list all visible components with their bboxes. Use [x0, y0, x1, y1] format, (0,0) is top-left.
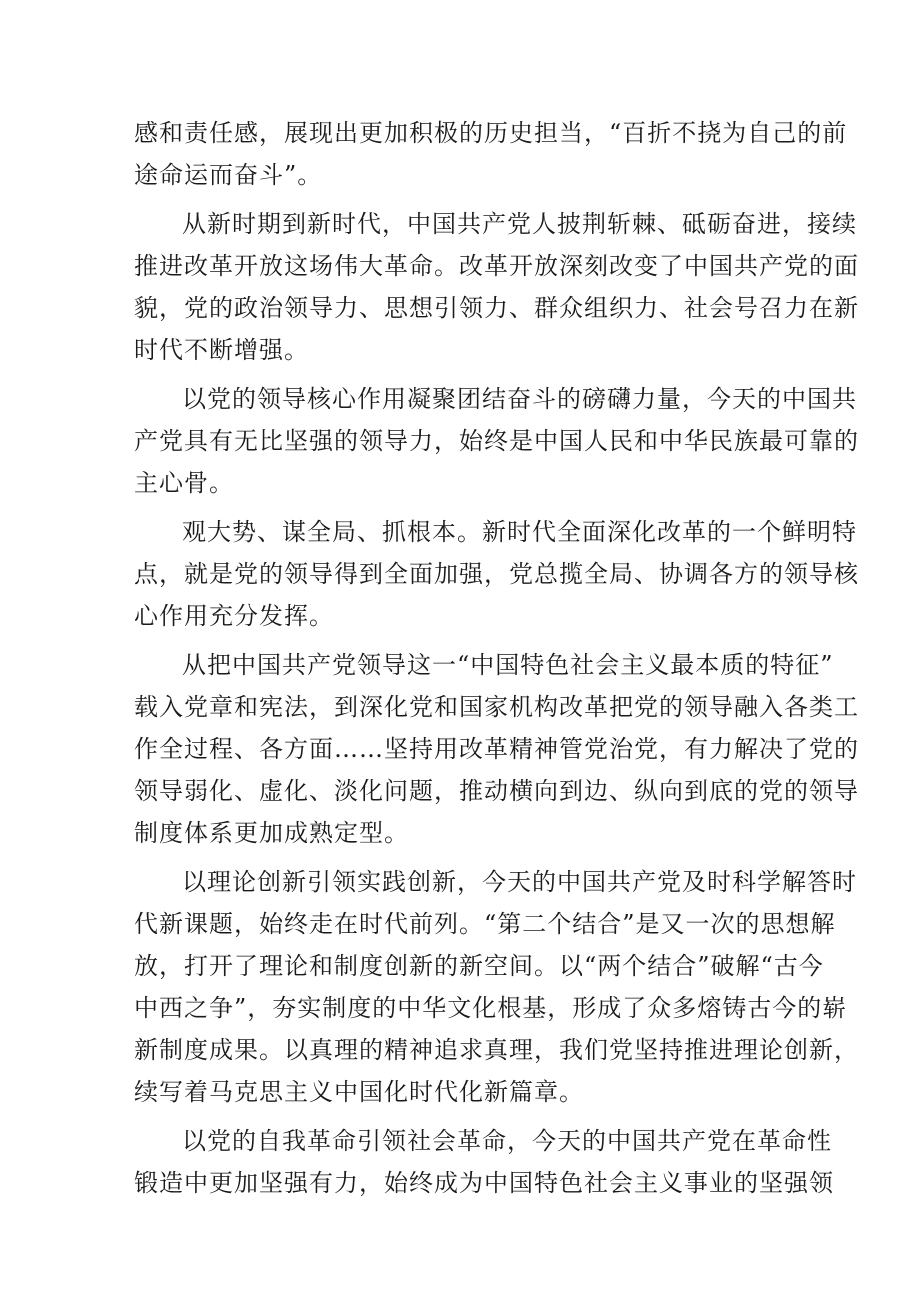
body-text [134, 112, 859, 1211]
text-line: 制度体系更加成熟定型。 [134, 819, 409, 847]
text-line: 续写着马克思主义中国化时代化新篇章。 [134, 1078, 584, 1106]
text-line: 感和责任感，展现出更加积极的历史担当，“百折不挠为自己的前 [134, 119, 848, 147]
text-line: 放，打开了理论和制度创新的新空间。以“两个结合”破解“古今 [134, 952, 824, 980]
text-line: 从新时期到新时代，中国共产党人披荆斩棘、砥砺奋进，接续 [182, 210, 857, 238]
text-line: 以党的领导核心作用凝聚团结奋斗的磅礴力量，今天的中国共 [182, 385, 857, 413]
paragraph [134, 861, 859, 1113]
text-line: 代新课题，始终走在时代前列。“第二个结合”是又一次的思想解 [134, 910, 836, 938]
text-line: 推进改革开放这场伟大革命。改革开放深刻改变了中国共产党的面 [134, 252, 859, 280]
text-line: 心作用充分发挥。 [134, 602, 334, 630]
text-line: 领导弱化、虚化、淡化问题，推动横向到边、纵向到底的党的领导 [134, 777, 859, 805]
text-line: 从把中国共产党领导这一“中国特色社会主义最本质的特征” [182, 651, 834, 679]
text-line: 作全过程、各方面……坚持用改革精神管党治党，有力解决了党的 [134, 735, 859, 763]
text-line: 新制度成果。以真理的精神追求真理，我们党坚持推进理论创新， [134, 1036, 859, 1064]
paragraph [134, 644, 859, 854]
text-line: 产党具有无比坚强的领导力，始终是中国人民和中华民族最可靠的 [134, 427, 859, 455]
text-line: 锻造中更加坚强有力，始终成为中国特色社会主义事业的坚强领 [134, 1169, 834, 1197]
paragraph [134, 203, 859, 371]
paragraph [134, 1120, 834, 1204]
paragraph [134, 378, 859, 504]
paragraph [134, 112, 848, 196]
text-line: 以党的自我革命引领社会革命，今天的中国共产党在革命性 [182, 1127, 832, 1155]
text-line: 点，就是党的领导得到全面加强，党总揽全局、协调各方的领导核 [134, 560, 859, 588]
text-line: 途命运而奋斗”。 [134, 161, 323, 189]
text-line: 以理论创新引领实践创新，今天的中国共产党及时科学解答时 [182, 868, 857, 896]
text-line: 主心骨。 [134, 469, 234, 497]
text-line: 观大势、谋全局、抓根本。新时代全面深化改革的一个鲜明特 [182, 518, 857, 546]
paragraph [134, 511, 859, 637]
text-line: 时代不断增强。 [134, 336, 309, 364]
text-line: 中西之争”，夯实制度的中华文化根基，形成了众多熔铸古今的崭 [134, 994, 848, 1022]
text-line: 载入党章和宪法，到深化党和国家机构改革把党的领导融入各类工 [134, 693, 859, 721]
text-line: 貌，党的政治领导力、思想引领力、群众组织力、社会号召力在新 [134, 294, 859, 322]
